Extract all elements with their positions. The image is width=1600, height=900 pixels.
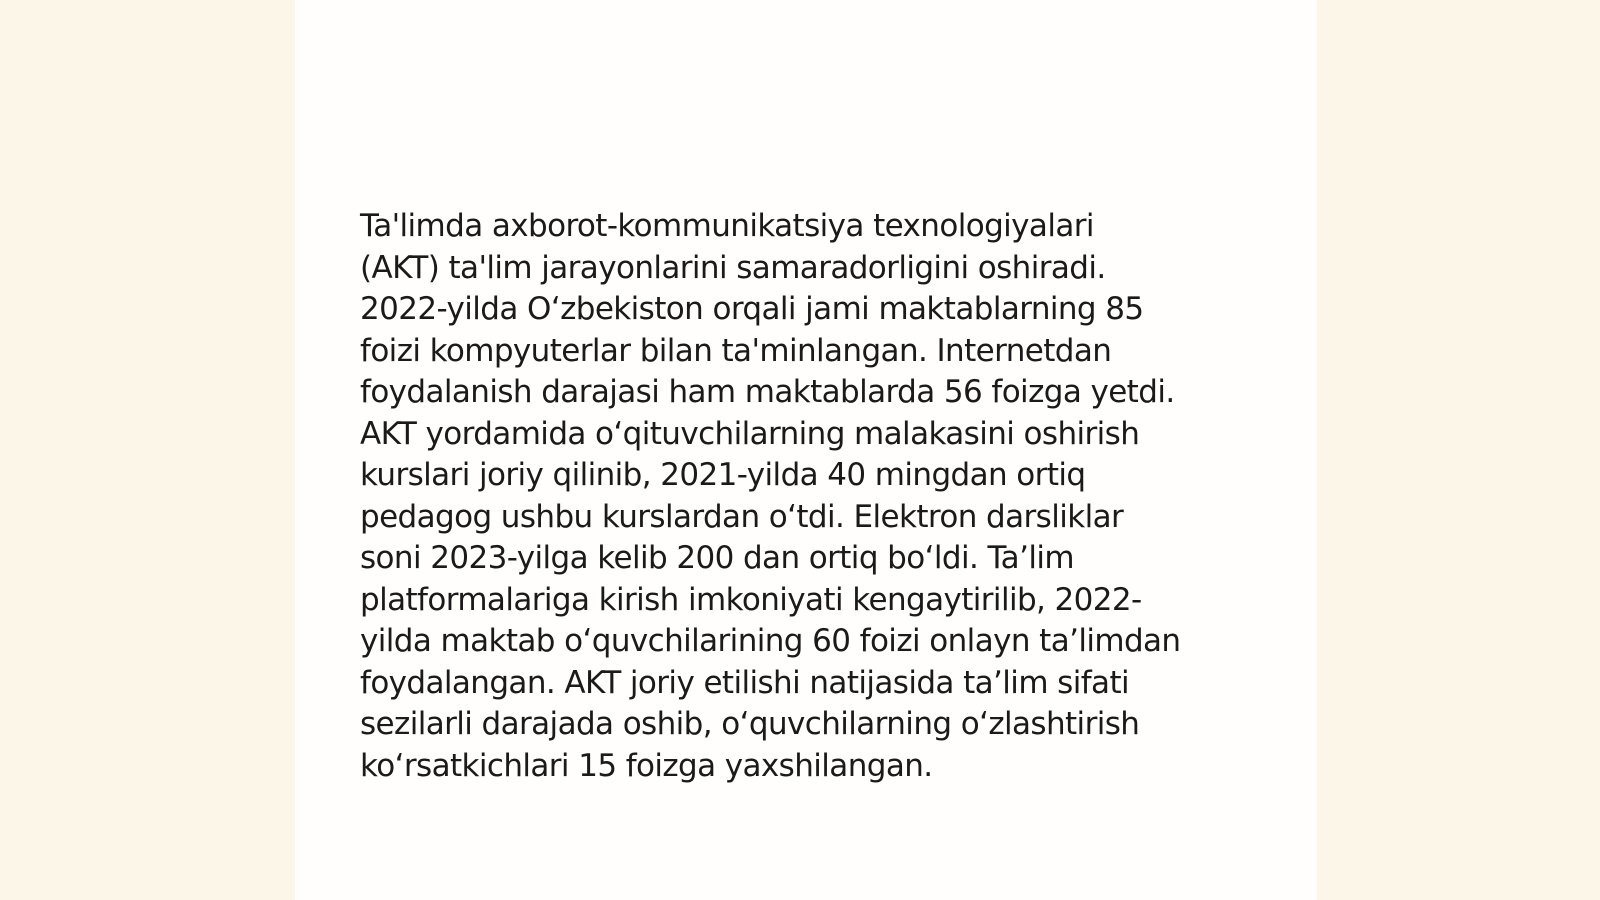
paragraph-line: 2022-yilda O‘zbekiston orqali jami maktablarning 85 [360, 291, 1144, 327]
paragraph-line: (AKT) ta'lim jarayonlarini samaradorligini oshiradi. [360, 249, 1106, 286]
paragraph-line: yilda maktab o‘quvchilarining 60 foizi onlayn ta’limdan [360, 623, 1181, 659]
paragraph-line: kurslari joriy qilinib, 2021-yilda 40 mingdan ortiq [360, 457, 1086, 493]
paragraph-line: sezilarli darajada oshib, o‘quvchilarning o‘zlashtirish [360, 706, 1140, 742]
paragraph-line: foizi kompyuterlar bilan ta'minlangan. Internetdan [360, 332, 1112, 369]
body-paragraph [360, 206, 1250, 787]
paragraph-line: pedagog ushbu kurslardan o‘tdi. Elektron darsliklar [360, 498, 1124, 535]
paragraph-line: ko‘rsatkichlari 15 foizga yaxshilangan. [360, 747, 933, 784]
paragraph-line: foydalanish darajasi ham maktablarda 56 foizga yetdi. [360, 374, 1175, 410]
paragraph-line: foydalangan. AKT joriy etilishi natijasida ta’lim sifati [360, 664, 1130, 701]
paragraph-line: AKT yordamida o‘qituvchilarning malakasini oshirish [360, 415, 1140, 452]
document-page [295, 0, 1317, 900]
paragraph-line: soni 2023-yilga kelib 200 dan ortiq bo‘ldi. Ta’lim [360, 540, 1074, 576]
paragraph-line: platformalariga kirish imkoniyati kengaytirilib, 2022- [360, 581, 1142, 618]
paragraph-line: Ta'limda axborot-kommunikatsiya texnologiyalari [360, 208, 1094, 244]
